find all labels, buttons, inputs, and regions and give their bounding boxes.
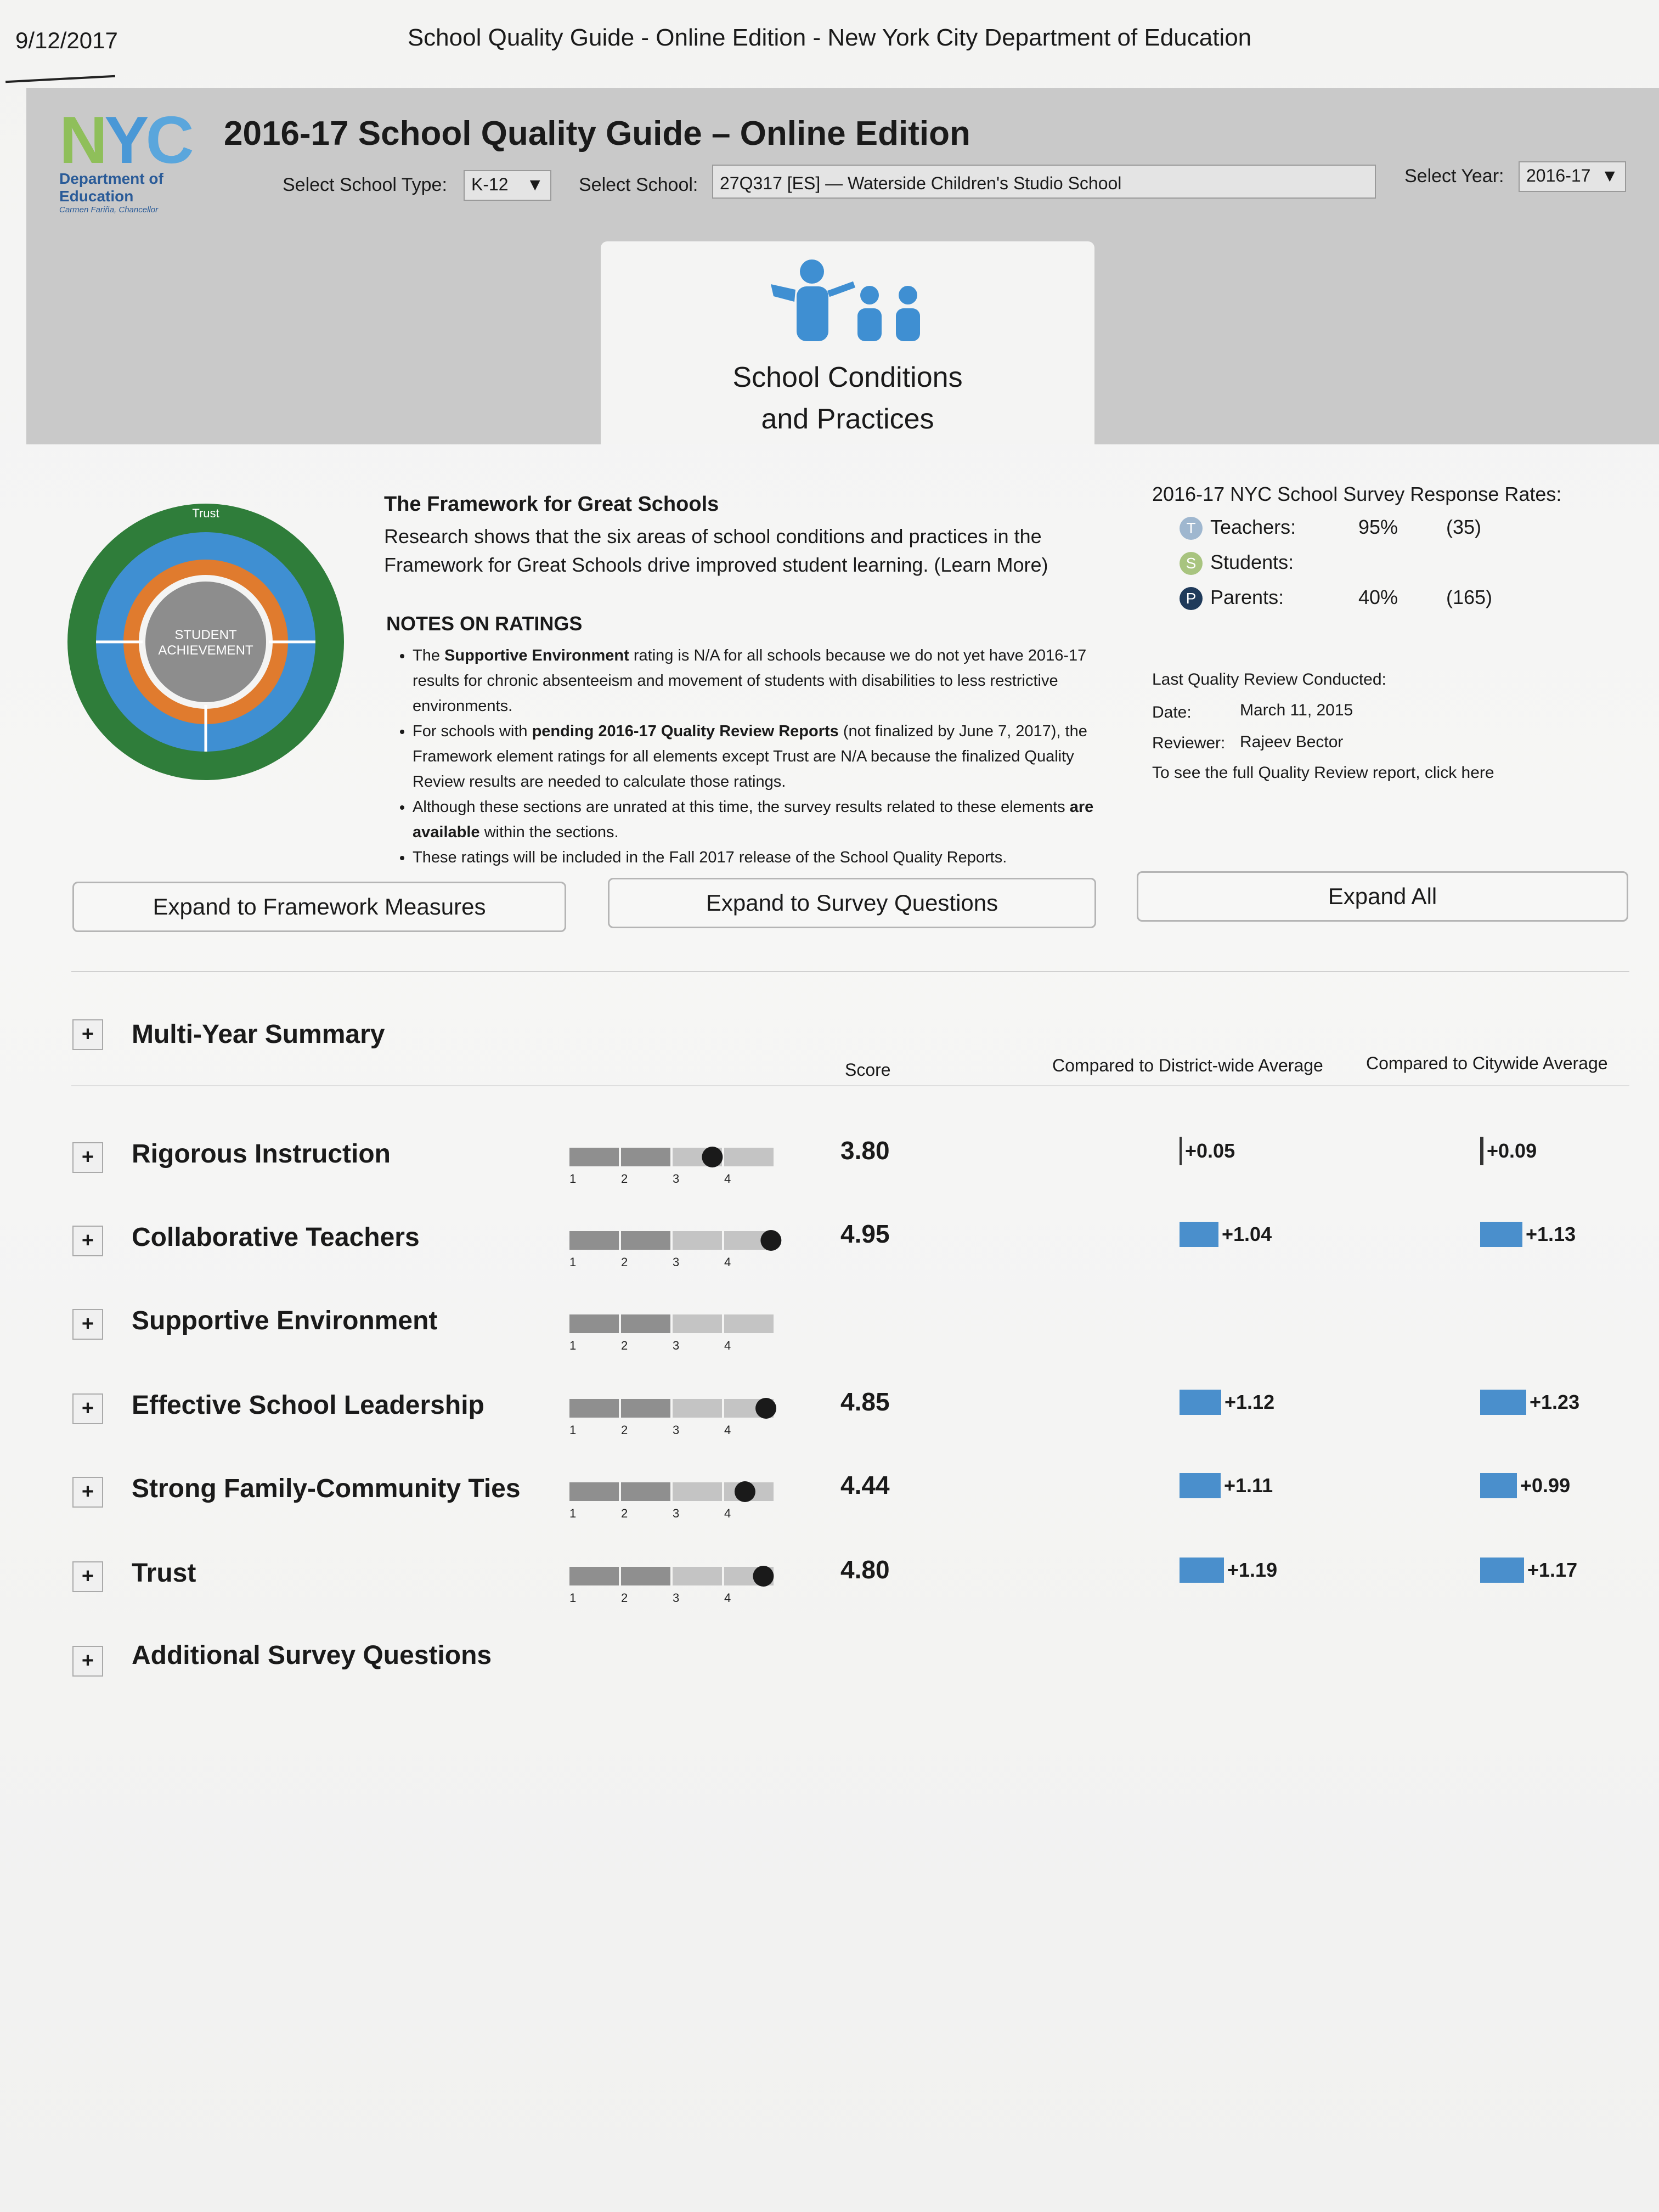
scale-segment <box>569 1399 619 1418</box>
scale-tick-label: 3 <box>673 1339 680 1352</box>
response-rate-row <box>1180 516 1575 540</box>
comparison-value: +0.05 <box>1185 1139 1235 1162</box>
response-percent: 95% <box>1358 516 1398 538</box>
school-type-label: Select School Type: <box>283 174 447 195</box>
expand-row-button[interactable]: + <box>72 1142 103 1173</box>
element-label: Strong Family-Community Ties <box>132 1474 521 1503</box>
qr-date-value: March 11, 2015 <box>1240 701 1353 719</box>
respondent-label: Teachers: <box>1210 516 1296 538</box>
comparison-value: +0.09 <box>1487 1139 1537 1162</box>
qr-report-link[interactable]: To see the full Quality Review report, click here <box>1152 764 1494 782</box>
framework-trust-label: Trust <box>192 506 219 520</box>
expand-row-button[interactable]: + <box>72 1393 103 1424</box>
scale-segment <box>724 1148 774 1166</box>
tab-title-line1: School Conditions <box>732 362 963 393</box>
scale-tick-label: 4 <box>724 1339 731 1352</box>
scale-segment <box>569 1148 619 1166</box>
note-item <box>413 794 1126 845</box>
comparison-bar <box>1480 1390 1526 1415</box>
year-select[interactable] <box>1519 161 1626 192</box>
year-label: Select Year: <box>1404 166 1504 187</box>
comparison-value: +1.04 <box>1222 1223 1272 1245</box>
score-value: 3.80 <box>840 1136 890 1165</box>
note-text: These ratings will be included in the Fall 2017 release of the School Quality Reports. <box>413 849 1007 866</box>
expand-row-button[interactable]: + <box>72 1309 103 1340</box>
scale-tick-label: 2 <box>621 1423 628 1437</box>
scale-tick-label: 4 <box>724 1506 731 1520</box>
scale-segment <box>569 1482 619 1501</box>
district-column-header: Compared to District-wide Average <box>1052 1056 1323 1075</box>
note-text: within the sections. <box>479 823 619 841</box>
quality-review-heading: Last Quality Review Conducted: <box>1152 670 1386 689</box>
respondent-label: Students: <box>1210 551 1294 573</box>
respondent-label: Parents: <box>1210 586 1284 608</box>
note-bold: are available <box>413 798 1094 841</box>
scale-tick-label: 1 <box>569 1172 577 1186</box>
qr-date-label: Date: <box>1152 703 1192 721</box>
scale-segment <box>621 1231 670 1250</box>
school-type-value: K-12 <box>471 174 509 194</box>
element-label: Effective School Leadership <box>132 1391 484 1420</box>
score-value: 4.80 <box>840 1555 890 1584</box>
scale-tick-label: 2 <box>621 1172 628 1186</box>
score-marker <box>760 1230 781 1251</box>
citywide-column-header: Compared to Citywide Average <box>1366 1053 1608 1073</box>
tab-title <box>601 357 1094 440</box>
comparison-bar <box>1180 1473 1221 1498</box>
expand-row-button[interactable]: + <box>72 1561 103 1592</box>
comparison-value: +0.99 <box>1520 1474 1571 1497</box>
element-label: Collaborative Teachers <box>132 1223 420 1252</box>
scale-tick-label: 3 <box>673 1506 680 1520</box>
chevron-down-icon: ▼ <box>526 174 544 194</box>
comparison-bar <box>1480 1558 1524 1583</box>
qr-reviewer-value: Rajeev Bector <box>1240 733 1344 751</box>
citywide-comparison <box>1480 1219 1576 1250</box>
note-text: (not finalized by June 7, 2017), the Framework element ratings for all elements except Trust are N/A because the finalized Quality Review results are needed to calculate those ratings. <box>413 723 1087 791</box>
pen-underline <box>5 75 115 83</box>
framework-text: Research shows that the six areas of school conditions and practices in the Framework for Great Schools drive improved student learning. (Learn More) <box>384 525 1048 576</box>
response-rate-row <box>1180 551 1575 575</box>
comparison-bar <box>1180 1390 1221 1415</box>
district-comparison <box>1180 1555 1277 1585</box>
framework-title: The Framework for Great Schools <box>384 493 719 516</box>
response-count: (35) <box>1446 516 1482 538</box>
note-bold: pending 2016-17 Quality Review Reports <box>532 723 839 740</box>
divider <box>71 971 1629 972</box>
scale-tick-label: 3 <box>673 1255 680 1269</box>
district-comparison <box>1180 1387 1274 1418</box>
comparison-bar <box>1480 1222 1522 1247</box>
comparison-bar <box>1180 1137 1182 1165</box>
page-title: 2016-17 School Quality Guide – Online Edition <box>224 115 970 153</box>
score-marker <box>755 1398 776 1419</box>
note-text: For schools with <box>413 723 532 740</box>
scale-tick-label: 4 <box>724 1255 731 1269</box>
scale-tick-label: 3 <box>673 1172 680 1186</box>
district-comparison <box>1180 1470 1273 1501</box>
district-comparison <box>1180 1219 1272 1250</box>
district-comparison <box>1180 1136 1235 1166</box>
scale-segment <box>673 1231 722 1250</box>
framework-graphic <box>66 502 346 782</box>
comparison-value: +1.11 <box>1224 1474 1273 1497</box>
note-item <box>413 845 1126 870</box>
response-percent: 40% <box>1358 586 1398 608</box>
note-text: Although these sections are unrated at this time, the survey results related to these elements <box>413 798 1070 816</box>
comparison-bar <box>1480 1473 1517 1498</box>
multi-year-summary-label: Multi-Year Summary <box>132 1020 385 1049</box>
framework-center-line2: ACHIEVEMENT <box>158 643 253 658</box>
scale-segment <box>673 1567 722 1585</box>
citywide-comparison <box>1480 1136 1537 1166</box>
expand-survey-questions-button[interactable]: Expand to Survey Questions <box>608 878 1096 928</box>
score-marker <box>735 1481 755 1502</box>
score-value: 4.95 <box>840 1220 890 1248</box>
year-value: 2016-17 <box>1526 166 1591 185</box>
citywide-comparison <box>1480 1555 1577 1585</box>
comparison-bar <box>1180 1558 1224 1583</box>
scale-tick-label: 2 <box>621 1506 628 1520</box>
response-rates-title: 2016-17 NYC School Survey Response Rates: <box>1152 483 1562 505</box>
school-value: 27Q317 [ES] — Waterside Children's Studio School <box>720 173 1122 193</box>
chevron-down-icon: ▼ <box>1601 166 1618 185</box>
score-marker <box>702 1147 723 1167</box>
response-rate-row <box>1180 586 1575 610</box>
scale-segment <box>569 1314 619 1333</box>
scale-tick-label: 4 <box>724 1591 731 1605</box>
scale-segment <box>673 1482 722 1501</box>
comparison-bar <box>1180 1222 1218 1247</box>
score-value: 4.85 <box>840 1387 890 1416</box>
expand-additional-survey-questions[interactable]: + <box>72 1646 103 1677</box>
comparison-value: +1.12 <box>1224 1391 1275 1413</box>
notes-list <box>391 643 1126 870</box>
score-scale <box>565 1388 795 1437</box>
note-item <box>413 643 1126 719</box>
note-text: rating is N/A for all schools because we do not yet have 2016-17 results for chronic absenteeism and movement of students with disabilities to less restrictive environments. <box>413 647 1087 715</box>
respondent-icon: S <box>1180 552 1203 575</box>
scale-tick-label: 2 <box>621 1339 628 1352</box>
qr-reviewer-label: Reviewer: <box>1152 734 1226 752</box>
scale-tick-label: 1 <box>569 1255 577 1269</box>
print-header-title: School Quality Guide - Online Edition - New York City Department of Education <box>407 24 1252 51</box>
scale-segment <box>673 1399 722 1418</box>
comparison-value: +1.19 <box>1227 1559 1278 1581</box>
score-scale <box>565 1556 795 1605</box>
score-scale <box>565 1471 795 1521</box>
teacher-students-icon <box>763 258 938 351</box>
scale-segment <box>621 1482 670 1501</box>
nyc-logo-letters: NYC <box>59 103 191 177</box>
header-divider <box>71 1085 1629 1086</box>
element-label: Rigorous Instruction <box>132 1139 391 1169</box>
notes-title: NOTES ON RATINGS <box>386 612 583 635</box>
scale-segment <box>569 1567 619 1585</box>
school-label: Select School: <box>579 174 698 195</box>
scale-tick-label: 3 <box>673 1423 680 1437</box>
comparison-bar <box>1480 1137 1483 1165</box>
note-bold: Supportive Environment <box>444 647 629 664</box>
scale-tick-label: 1 <box>569 1339 577 1352</box>
framework-center-line1: STUDENT <box>174 628 237 642</box>
scale-segment <box>621 1148 670 1166</box>
response-count: (165) <box>1446 586 1493 608</box>
school-type-select[interactable] <box>464 170 551 201</box>
logo-chancellor: Carmen Fariña, Chancellor <box>59 205 159 215</box>
expand-multi-year-summary[interactable]: + <box>72 1019 103 1050</box>
additional-survey-questions-label: Additional Survey Questions <box>132 1641 492 1670</box>
expand-all-button[interactable]: Expand All <box>1137 871 1628 922</box>
score-value: 4.44 <box>840 1471 890 1499</box>
logo-department: Department of Education <box>59 170 163 205</box>
scale-segment <box>621 1314 670 1333</box>
score-marker <box>753 1566 774 1587</box>
scale-segment <box>724 1314 774 1333</box>
scale-tick-label: 3 <box>673 1591 680 1605</box>
scale-segment <box>569 1231 619 1250</box>
expand-framework-measures-button[interactable]: Expand to Framework Measures <box>72 882 566 932</box>
score-column-header: Score <box>845 1060 891 1080</box>
comparison-value: +1.17 <box>1527 1559 1578 1581</box>
scale-tick-label: 1 <box>569 1591 577 1605</box>
scale-tick-label: 1 <box>569 1506 577 1520</box>
element-label: Supportive Environment <box>132 1306 438 1335</box>
scale-tick-label: 1 <box>569 1423 577 1437</box>
score-scale <box>565 1220 795 1269</box>
note-item <box>413 719 1126 794</box>
score-scale <box>565 1137 795 1186</box>
school-select[interactable] <box>712 165 1376 199</box>
citywide-comparison <box>1480 1470 1570 1501</box>
tab-title-line2: and Practices <box>761 403 934 435</box>
scale-segment <box>673 1314 722 1333</box>
score-scale <box>565 1304 795 1353</box>
note-text: The <box>413 647 445 664</box>
nyc-doe-logo <box>59 103 196 215</box>
element-label: Trust <box>132 1559 196 1588</box>
scale-tick-label: 2 <box>621 1255 628 1269</box>
expand-row-button[interactable]: + <box>72 1226 103 1256</box>
scale-segment <box>621 1567 670 1585</box>
comparison-value: +1.13 <box>1526 1223 1576 1245</box>
respondent-icon: T <box>1180 517 1203 540</box>
respondent-icon: P <box>1180 587 1203 610</box>
scale-segment <box>621 1399 670 1418</box>
expand-row-button[interactable]: + <box>72 1477 103 1508</box>
scale-tick-label: 2 <box>621 1591 628 1605</box>
citywide-comparison <box>1480 1387 1579 1418</box>
comparison-value: +1.23 <box>1530 1391 1580 1413</box>
scale-tick-label: 4 <box>724 1423 731 1437</box>
print-date: 9/12/2017 <box>15 27 118 53</box>
scale-tick-label: 4 <box>724 1172 731 1186</box>
